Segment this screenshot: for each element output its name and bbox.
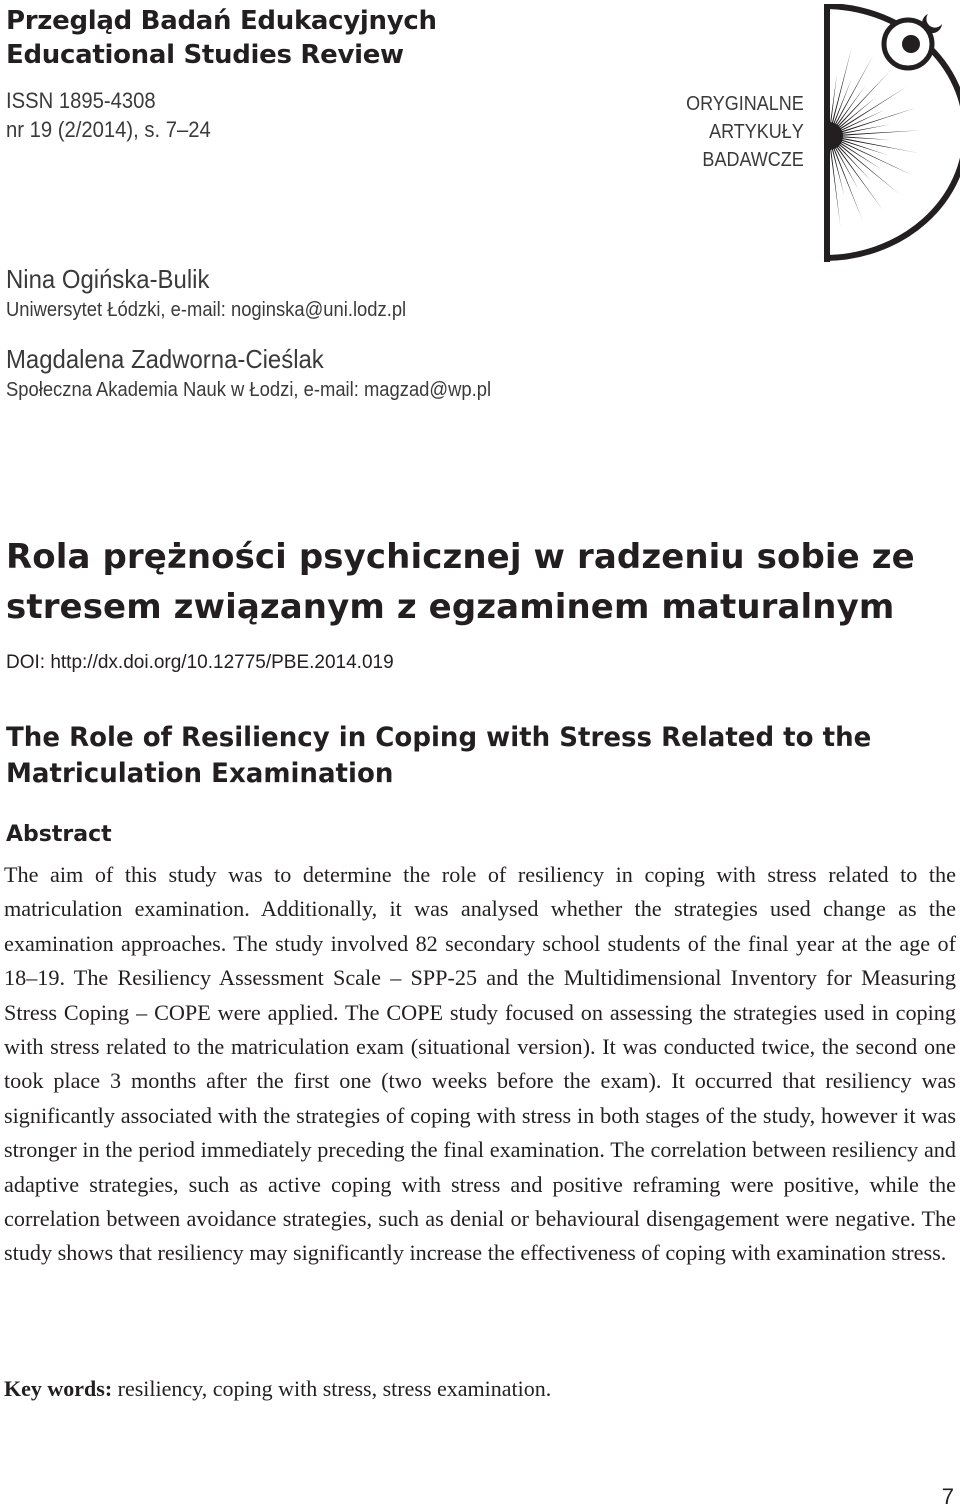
abstract-heading: Abstract — [6, 822, 112, 847]
authors — [6, 262, 491, 422]
author-affiliation: Społeczna Akademia Nauk w Łodzi, e-mail: magzad@wp.pl — [6, 379, 492, 401]
issue-pages: nr 19 (2/2014), s. 7–24 — [6, 117, 211, 142]
sun-half-circle-logo-icon — [824, 4, 960, 262]
author-affiliation: Uniwersytet Łódzki, e-mail: noginska@uni.lodz.pl — [6, 299, 407, 321]
journal-title-en: Educational Studies Review — [6, 40, 404, 70]
author-name: Magdalena Zadworna-Cieślak — [6, 344, 324, 374]
title-en-line-2: Matriculation Examination — [6, 758, 394, 789]
abstract-text: The aim of this study was to determine the role of resiliency in coping with stress related to the matriculation examination. Additionally, it was analysed whether the strategies used change as the examination approaches. The study involved 82 secondary school students of the final year at the age of 18–19. The Resiliency Assessment Scale – SPP-25 and the Multidimensional Inventory for Measuring Stress Coping – COPE were applied. The COPE study focused on assessing the strategies used in coping with stress related to the matriculation exam (situational version). It was conducted twice, the second one took place 3 months after the first one (two weeks before the exam). It occurred that resiliency was significantly associated with the strategies of coping with stress in both stages of the study, however it was stronger in the period immediately preceding the final examination. The correlation between resiliency and adaptive strategies, such as active coping with stress and positive reframing were positive, while the correlation between avoidance strategies, such as denial or behavioural disengagement were negative. The study shows that resiliency may significantly increase the effectiveness of coping with examination stress. — [4, 862, 956, 1266]
abstract-body — [4, 858, 956, 1271]
author-name: Nina Ogińska-Bulik — [6, 264, 210, 294]
keywords-text: resiliency, coping with stress, stress examination. — [117, 1376, 552, 1401]
keywords-label: Key words: — [4, 1376, 113, 1401]
journal-issue-info — [6, 86, 211, 144]
doi-link[interactable]: DOI: http://dx.doi.org/10.12775/PBE.2014.019 — [6, 652, 394, 673]
keywords — [4, 1376, 551, 1402]
title-pl-line-2: stresem związanym z egzaminem maturalnym — [6, 587, 895, 627]
title-en-line-1: The Role of Resiliency in Coping with Stress Related to the — [6, 722, 872, 753]
article-title-en — [6, 720, 871, 792]
title-pl-line-1: Rola prężności psychicznej w radzeniu sobie ze — [6, 537, 915, 577]
page-number: 7 — [941, 1484, 954, 1509]
category-line-2: ARTYKUŁY — [709, 121, 804, 143]
issn: ISSN 1895-4308 — [6, 88, 156, 113]
journal-title-pl: Przegląd Badań Edukacyjnych — [6, 6, 437, 36]
category-line-3: BADAWCZE — [702, 149, 804, 171]
journal-title — [6, 4, 706, 72]
category-line-1: ORYGINALNE — [686, 93, 804, 115]
article-category — [686, 90, 804, 174]
article-title-pl — [6, 532, 915, 632]
sun-rays — [824, 44, 921, 227]
